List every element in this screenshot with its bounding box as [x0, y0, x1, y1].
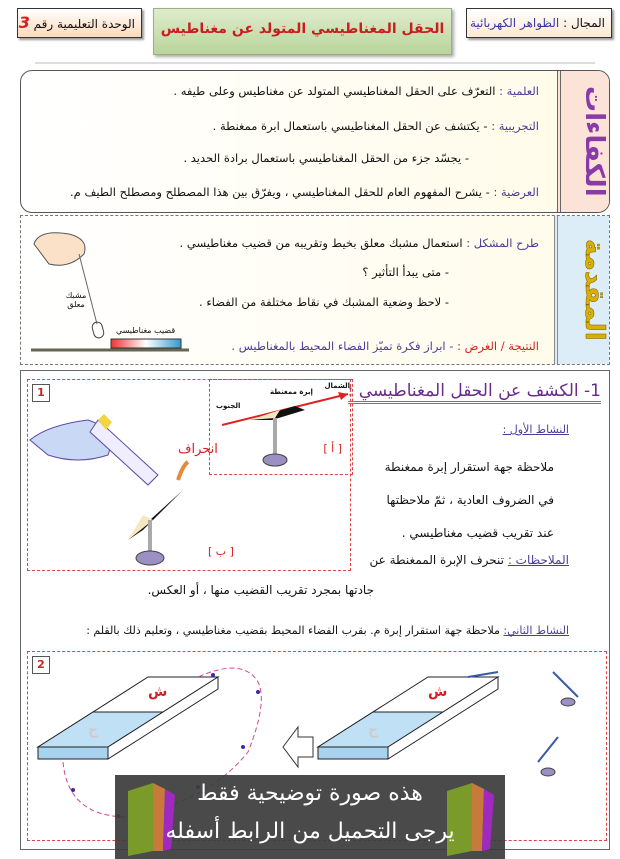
figure-number: 1 [32, 384, 50, 402]
competencies-side-title: الكفاءات [557, 71, 609, 212]
watermark-line2: يرجى التحميل من الرابط أسفله [165, 819, 455, 844]
activity1-label: النشاط الأول : [502, 423, 569, 436]
needle-label: إبرة ممغنطة [270, 388, 313, 396]
unit-box [17, 8, 142, 38]
magnet-label: قضيب مغناطيسي [116, 326, 176, 335]
south-pole-left: ج [88, 722, 99, 738]
activity1-line: ملاحظة جهة استقرار إبرة ممغنطة [384, 460, 554, 474]
activity1-line: عند تقريب قضيب مغناطيسي . [401, 526, 554, 540]
watermark-line1: هذه صورة توضيحية فقط [197, 781, 423, 806]
observations-continued: جادتها بمجرد تقريب القضيب منها ، أو العكس. [147, 583, 374, 597]
divider [35, 62, 595, 64]
figure-number: 2 [32, 656, 50, 674]
domain-label: المجال : [563, 16, 605, 30]
observations-label: الملاحظات : [507, 553, 569, 567]
competency-label: العلمية : [499, 84, 539, 98]
label-b: [ ب ] [208, 545, 234, 558]
figure-1 [27, 379, 351, 571]
page-title: الحقل المغناطيسي المتولد عن مغناطيس [153, 8, 452, 55]
problem-text: استعمال مشبك معلق بخيط وتقريبه من قضيب مغناطيسي . [179, 236, 463, 250]
unit-label: الوحدة التعليمية رقم [33, 17, 135, 31]
activity1-line: في الضروف العادية ، ثمّ ملاحظتها [386, 493, 554, 507]
intro-box [20, 215, 610, 365]
north-pole-right: ش [428, 684, 448, 700]
competency-text: - يكتشف عن الحقل المغناطيسي باستعمال ابرة ممغنطة . [212, 119, 488, 133]
domain-box [466, 8, 612, 38]
clip-label: مشبك معلق [65, 291, 87, 309]
result-label: النتيجة / الغرض : [457, 339, 539, 353]
question-2: - لاحظ وضعية المشبك في نقاط مختلفة من الفضاء . [199, 295, 449, 309]
south-pole-right: ج [368, 722, 379, 738]
north-label: الشمال [324, 382, 350, 390]
observations-text: تنحرف الإبرة الممغنطة عن [369, 553, 504, 567]
activity2-text: ملاحظة جهة استقرار إبرة م. بقرب الفضاء المحيط بقضيب مغناطيسي ، وتعليم ذلك بالقلم : [86, 624, 500, 637]
magnet-left [38, 677, 218, 759]
south-label: الجنوب [216, 402, 241, 410]
deviation-label: انحراف [178, 442, 218, 457]
section1-heading: 1- الكشف عن الحقل المغناطيسي : [348, 381, 601, 404]
activity2-label: النشاط الثاني: [503, 624, 569, 637]
arrow-left-icon [283, 727, 313, 767]
intro-side-title: المقدمة [554, 216, 609, 364]
problem-label: طرح المشكل : [466, 236, 539, 250]
competency-text: - يشرح المفهوم العام للحقل المغناطيسي ، ويفرّق بين هذا المصطلح ومصطلح الطيف م. [70, 185, 490, 199]
competency-text: - يجسّد جزء من الحقل المغناطيسي باستعمال برادة الحديد . [183, 151, 469, 165]
hand-magnet-needle [28, 400, 208, 570]
label-a: [ أ ] [323, 442, 342, 455]
competency-text: التعرّف على الحقل المغناطيسي المتولد عن مغناطيس وعلى طيفه . [173, 84, 496, 98]
result-text: - ابراز فكرة تميّز الفضاء المحيط بالمغناطيس . [231, 339, 454, 353]
question-1: - متى يبدأ التأثير ؟ [362, 265, 449, 279]
magnet-right [318, 677, 498, 759]
competencies-box [20, 70, 610, 213]
figure-1a [209, 379, 353, 475]
north-pole-left: ش [148, 684, 168, 700]
watermark-banner [115, 775, 505, 859]
domain-value: الظواهر الكهربائية [469, 16, 560, 30]
competency-label: التجريبية : [491, 119, 539, 133]
unit-number: 3 [18, 13, 30, 32]
competency-label: العرضية : [493, 185, 539, 199]
